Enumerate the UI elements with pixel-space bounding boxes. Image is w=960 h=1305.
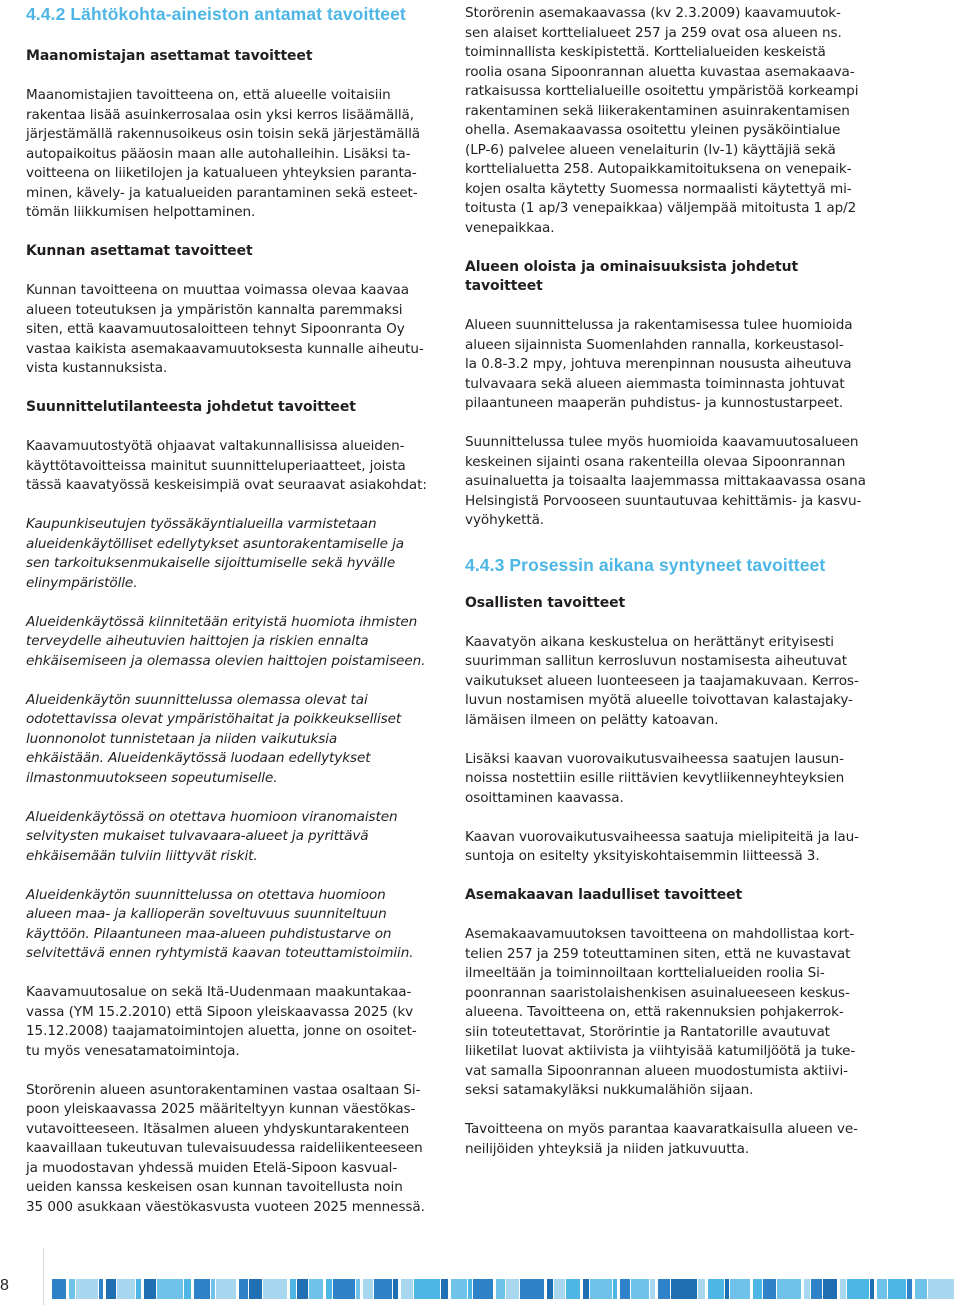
text-line: Kaavatyön aikana keskustelua on herättänyt erityisesti xyxy=(465,633,834,650)
text-line: vutavoitteeseen. Itäsalmen alueen yhdyskuntarakenteen xyxy=(26,1120,410,1137)
footer-bar xyxy=(239,1279,248,1299)
text-line: alueena. Tavoitteena on, että rakennuksien pohjakerrok- xyxy=(465,1004,844,1020)
text-line: tulvavaara sekä alueen aiemmasta toiminnasta johtuvat xyxy=(465,375,845,392)
text-line: odotettavissa olevat ympäristöhaitat ja poikkeukselliset xyxy=(26,711,402,727)
text-line: vista kustannuksista. xyxy=(26,360,168,376)
footer-bar xyxy=(99,1279,103,1299)
paragraph-osallisten-1 xyxy=(465,633,870,731)
text-line: voitteena on liiketilojen ja katualueen yhteyksien paranta- xyxy=(26,165,417,181)
text-line: Storörenin alueen asuntorakentaminen vastaa osaltaan Si- xyxy=(26,1081,421,1098)
footer-bar xyxy=(613,1279,617,1299)
footer-bar xyxy=(590,1279,612,1299)
footer-bar xyxy=(708,1279,724,1299)
footer-bar xyxy=(144,1279,156,1299)
footer-bar xyxy=(823,1279,837,1299)
text-line: rakentaminen sekä liikerakentaminen asuinrakentamisen xyxy=(465,102,850,119)
right-column xyxy=(465,4,870,1159)
italic-goal-5 xyxy=(26,886,431,964)
text-line: autopaikoitus pääosin maan alle autohalleihin. Lisäksi ta- xyxy=(26,145,411,162)
footer-bar xyxy=(583,1279,589,1299)
text-line: järjestämällä rakennusoikeus osin toisin sekä järjestämällä xyxy=(26,126,421,142)
heading-alueen-oloista: Alueen oloista ja ominaisuuksista johdetut tavoitteet xyxy=(465,258,799,294)
heading-osallisten: Osallisten tavoitteet xyxy=(465,594,626,611)
section-title-4-4-2: 4.4.2 Lähtökohta-aineiston antamat tavoitteet xyxy=(26,4,406,24)
text-line: alueen toteutuksen ja ympäristön kannalta paremmaksi xyxy=(26,301,403,318)
text-line: selvitysten mukaiset tulvavaara-alueet ja pyrittävä xyxy=(26,828,369,844)
footer-bar xyxy=(730,1279,750,1299)
text-line: vassa (YM 15.2.2010) että Sipoon yleiskaavassa 2025 (kv xyxy=(26,1003,414,1020)
text-line: Suunnittelussa tulee myös huomioida kaavamuutosalueen xyxy=(465,434,859,450)
footer-bar xyxy=(811,1279,822,1299)
text-line: Alueidenkäytössä kiinnitetään erityistä huomiota ihmisten xyxy=(26,613,418,630)
text-line: selvitettävä ennen ryhtymistä kaavan toteuttamistoimiin. xyxy=(26,945,414,961)
text-line: korttelialuetta 258. Autopaikkamitoituksena on venepaik- xyxy=(465,161,852,177)
text-line: alueidenkäytölliset edellytykset asuntorakentamiselle ja xyxy=(26,535,405,552)
text-line: liiketilat luovat aktiivista ja viihtyisää katumiljöötä ja tuke- xyxy=(465,1043,856,1059)
footer-bar xyxy=(263,1279,287,1299)
footer-bar xyxy=(309,1279,323,1299)
footer-bar xyxy=(763,1279,776,1299)
text-line: Alueidenkäytön suunnittelussa on otettava huomioon xyxy=(26,886,386,903)
text-line: kaavaillaan tukeutuvan tulevaisuudessa raideliikenteeseen xyxy=(26,1140,423,1156)
footer-bar xyxy=(356,1279,360,1299)
footer-bar xyxy=(496,1279,505,1299)
text-line: ehkäistään. Alueidenkäytössä luodaan edellytykset xyxy=(26,750,371,766)
italic-goal-4 xyxy=(26,808,431,867)
footer-bar xyxy=(194,1279,210,1299)
text-line: Alueidenkäytössä on otettava huomioon viranomaisten xyxy=(26,808,398,825)
footer-bar xyxy=(840,1279,846,1299)
text-line: ehkäisemiseen ja olemassa olevien haittojen poistamiseen. xyxy=(26,652,426,669)
text-line: vyöhykettä. xyxy=(465,512,545,528)
footer-bar xyxy=(631,1279,649,1299)
paragraph-asemakaavan-1 xyxy=(465,925,870,1101)
text-line: vaikutukset alueen luonteeseen ja taajamakuvaan. Kerros- xyxy=(465,672,859,689)
text-line: Alueen suunnittelussa ja rakentamisessa tulee huomioida xyxy=(465,317,853,333)
footer-bar xyxy=(506,1279,519,1299)
footer-bar xyxy=(566,1279,580,1299)
text-line: elinympäristölle. xyxy=(26,574,138,591)
footer-bar xyxy=(777,1279,801,1299)
text-line: suurimman sallitun kerrosluvun nostamisesta aiheutuvat xyxy=(465,653,847,669)
heading-suunnittelutilanne: Suunnittelutilanteesta johdetut tavoitteet xyxy=(26,399,356,415)
footer-bar xyxy=(117,1279,135,1299)
footer-divider xyxy=(43,1248,44,1305)
footer-bar xyxy=(877,1279,887,1299)
left-column xyxy=(26,0,431,1217)
footer-bar xyxy=(374,1279,392,1299)
text-line: ilmeeltään ja toiminnoiltaan korttelialueiden roolia Si- xyxy=(465,965,825,981)
text-line: Helsingistä Porvooseen suuntautuvaa kehittämis- ja kasvu- xyxy=(465,492,862,509)
footer-bar xyxy=(414,1279,440,1299)
section-title-4-4-3: 4.4.3 Prosessin aikana syntyneet tavoitteet xyxy=(465,554,826,575)
footer-bar xyxy=(333,1279,355,1299)
paragraph-maanomistaja xyxy=(26,86,431,223)
footer-bar xyxy=(326,1279,332,1299)
text-line: Tavoitteena on myös parantaa kaavaratkaisulla alueen ve- xyxy=(465,1121,858,1137)
footer-color-bars xyxy=(52,1279,960,1299)
footer-bar xyxy=(211,1279,215,1299)
text-line: asuinaluetta ja toisaalta laajemmassa mittakaavassa osana xyxy=(465,473,866,489)
text-line: 35 000 asukkaan väestökasvusta vuoteen 2025 mennessä. xyxy=(26,1198,425,1215)
footer-bar xyxy=(441,1279,448,1299)
paragraph-kunnan xyxy=(26,281,431,379)
heading-asemakaavan: Asemakaavan laadulliset tavoitteet xyxy=(465,887,743,903)
text-line: seksi satamakyläksi nukkumalähiön sijaan. xyxy=(465,1082,754,1098)
text-line: poonrannan saaristolaishenkisen asuinalueeseen keskus- xyxy=(465,984,850,1001)
footer-bar xyxy=(297,1279,308,1299)
paragraph-osallisten-3 xyxy=(465,828,870,867)
page-number: 8 xyxy=(0,1277,9,1294)
footer-bar xyxy=(157,1279,183,1299)
text-line: tässä kaavatyössä keskeisimpiä ovat seuraavat asiakohdat: xyxy=(26,477,427,493)
footer-bar xyxy=(620,1279,630,1299)
text-line: keskeinen sijainti osana rakenteilla olevaa Sipoonrannan xyxy=(465,453,846,470)
text-line: Kaavamuutosalue on sekä Itä-Uudenmaan maakuntakaa- xyxy=(26,984,412,1000)
text-line: käyttöön. Pilaantuneen maa-alueen puhdistustarve on xyxy=(26,925,392,942)
text-line: Kaupunkiseutujen työssäkäyntialueilla varmistetaan xyxy=(26,516,377,532)
footer-bar xyxy=(106,1279,116,1299)
heading-maanomistaja: Maanomistajan asettamat tavoitteet xyxy=(26,48,313,64)
footer-bar xyxy=(870,1279,874,1299)
footer-bar xyxy=(363,1279,373,1299)
text-line: ilmastonmuutokseen sopeutumiselle. xyxy=(26,769,278,786)
italic-goal-1 xyxy=(26,515,431,593)
footer-bar xyxy=(753,1279,762,1299)
footer-bar xyxy=(69,1279,75,1299)
paragraph-suunnittelutilanne xyxy=(26,437,431,496)
footer-bar xyxy=(847,1279,869,1299)
paragraph-asemakaavan-2 xyxy=(465,1120,870,1159)
text-line: alueen maa- ja kallioperän soveltuvuus suunniteltuun xyxy=(26,906,387,922)
text-line: tu myös venesatamatoimintoja. xyxy=(26,1042,240,1059)
paragraph-stororen xyxy=(465,4,870,238)
footer-bar xyxy=(473,1279,493,1299)
paragraph-kaavamuutosalue xyxy=(26,983,431,1061)
text-line: Lisäksi kaavan vuorovaikutusvaiheessa saatujen lausun- xyxy=(465,750,844,767)
footer-bar xyxy=(671,1279,697,1299)
footer-bar xyxy=(136,1279,141,1299)
footer-bar xyxy=(249,1279,262,1299)
paragraph-asuntorakentaminen xyxy=(26,1081,431,1218)
text-line: ueiden kanssa keskeisen osan kunnan tavoitellusta noin xyxy=(26,1179,403,1195)
footer-bar xyxy=(520,1279,544,1299)
text-line: roolia osana Sipoonrannan aluetta kuvastaa asemakaava- xyxy=(465,63,855,80)
footer-bar xyxy=(650,1279,655,1299)
text-line: ja muodostavan yhdessä muiden Etelä-Sipoon kasvual- xyxy=(26,1159,398,1176)
text-line: siten, että kaavamuutosaloitteen tehnyt Sipoonranta Oy xyxy=(26,321,405,337)
footer-bar xyxy=(184,1279,191,1299)
text-line: luonnonolot tunnistetaan ja niiden vaikutuksia xyxy=(26,730,338,747)
footer-bar xyxy=(725,1279,729,1299)
text-line: sen tarkoituksenmukaiselle sijoittumiselle sekä hyvälle xyxy=(26,555,396,571)
footer-bar xyxy=(547,1279,553,1299)
text-line: venepaikkaa. xyxy=(465,219,555,236)
footer-bar xyxy=(804,1279,810,1299)
text-line: vastaa kaikista asemakaavamuutoksesta kunnalle aiheutu- xyxy=(26,340,424,357)
text-line: Kunnan tavoitteena on muuttaa voimassa olevaa kaavaa xyxy=(26,282,409,298)
text-line: pilaantuneen maaperän puhdistus- ja kunnostustarpeet. xyxy=(465,395,844,411)
text-line: Storörenin asemakaavassa (kv 2.3.2009) kaavamuutok- xyxy=(465,5,841,21)
text-line: luvun nostamisen myötä alueelle toivottavan kalastajaky- xyxy=(465,692,853,708)
text-line: poon yleiskaavassa 2025 määriteltyyn kunnan väestökas- xyxy=(26,1101,416,1117)
text-line: ehkäisemään tulviin liittyvät riskit. xyxy=(26,847,258,864)
text-line: kojen osalta käytetty Suomessa normaalisti käytettyä mi- xyxy=(465,180,852,197)
text-line: osoittaminen kaavassa. xyxy=(465,789,624,806)
italic-goal-2 xyxy=(26,613,431,672)
italic-goal-3 xyxy=(26,691,431,789)
text-line: telien 257 ja 259 toteuttaminen siten, että ne kuvastavat xyxy=(465,945,851,962)
text-line: Maanomistajien tavoitteena on, että alueelle voitaisiin xyxy=(26,87,391,103)
text-line: (LP-6) palvelee alueen venelaiturin (lv-1) käyttäjiä sekä xyxy=(465,141,836,158)
footer-bar xyxy=(52,1279,66,1299)
heading-kunnan: Kunnan asettamat tavoitteet xyxy=(26,243,253,259)
footer-bar xyxy=(658,1279,670,1299)
footer-bar xyxy=(216,1279,236,1299)
text-line: Kaavamuutostyötä ohjaavat valtakunnallisissa alueiden- xyxy=(26,438,405,454)
text-line: Kaavan vuorovaikutusvaiheessa saatuja mielipiteitä ja lau- xyxy=(465,828,859,845)
text-line: minen, kävely- ja katualueiden parantaminen sekä esteet- xyxy=(26,184,418,201)
text-line: Alueidenkäytön suunnittelussa olemassa olevat tai xyxy=(26,691,368,708)
text-line: vat samalla Sipoonrannan alueen muodostumista aktiivi- xyxy=(465,1062,848,1079)
text-line: ohella. Asemakaavassa osoitettu yleinen pysäköintialue xyxy=(465,122,841,138)
text-line: lämäisen ilmeen on pelätty katoavan. xyxy=(465,711,719,728)
text-line: toitusta (1 ap/3 venepaikkaa) väljempää mitoitusta 1 ap/2 xyxy=(465,200,857,216)
footer-bar xyxy=(907,1279,912,1299)
footer-bar xyxy=(393,1279,398,1299)
text-line: alueen sijainnista Suomenlahden rannalla, korkeustasol- xyxy=(465,336,844,353)
footer-bar xyxy=(451,1279,467,1299)
footer-bar xyxy=(698,1279,705,1299)
paragraph-osallisten-2 xyxy=(465,750,870,809)
paragraph-alueen-2 xyxy=(465,433,870,531)
text-line: käyttötavoitteissa mainitut suunnitteluperiaatteet, joista xyxy=(26,457,406,474)
text-line: suntoja on esitelty yksityiskohtaisemmin liitteessä 3. xyxy=(465,848,820,864)
text-line: rakentaa lisää asuinkerrosalaa osin yksi kerros lisäämällä, xyxy=(26,106,415,123)
footer-bar xyxy=(468,1279,472,1299)
text-line: terveydelle aiheutuvien haittojen ja riskien ennalta xyxy=(26,633,369,649)
paragraph-alueen-1 xyxy=(465,316,870,414)
footer-bar xyxy=(928,1279,954,1299)
text-line: siin toteutettavat, Storörintie ja Rantatorille avautuvat xyxy=(465,1023,830,1040)
text-line: neilijöiden yhteyksiä ja niiden jatkuvuutta. xyxy=(465,1140,750,1157)
footer-bar xyxy=(401,1279,413,1299)
footer-bar xyxy=(290,1279,296,1299)
text-line: toiminnallista keskipistettä. Korttelialueiden keskeistä xyxy=(465,44,826,60)
text-line: la 0.8-3.2 mpy, johtuva merenpinnan noususta aiheutuva xyxy=(465,356,852,372)
text-line: sen alaiset korttelialueet 257 ja 259 ovat osa alueen ns. xyxy=(465,24,842,41)
footer-bar xyxy=(554,1279,565,1299)
text-line: ratkaisussa korttelialueille osoitettu ympäristöä korkeampi xyxy=(465,83,859,99)
text-line: 15.12.2008) taajamatoimintojen aluetta, jonne on osoitet- xyxy=(26,1023,417,1039)
text-line: Asemakaavamuutoksen tavoitteena on mahdollistaa kort- xyxy=(465,926,855,942)
footer-bar xyxy=(76,1279,98,1299)
text-line: noissa nostettiin esille riittävien kevytliikenneyhteyksien xyxy=(465,770,845,786)
footer-bar xyxy=(888,1279,906,1299)
footer-bar xyxy=(915,1279,927,1299)
text-line: tömän liikkumisen helpottaminen. xyxy=(26,204,256,220)
